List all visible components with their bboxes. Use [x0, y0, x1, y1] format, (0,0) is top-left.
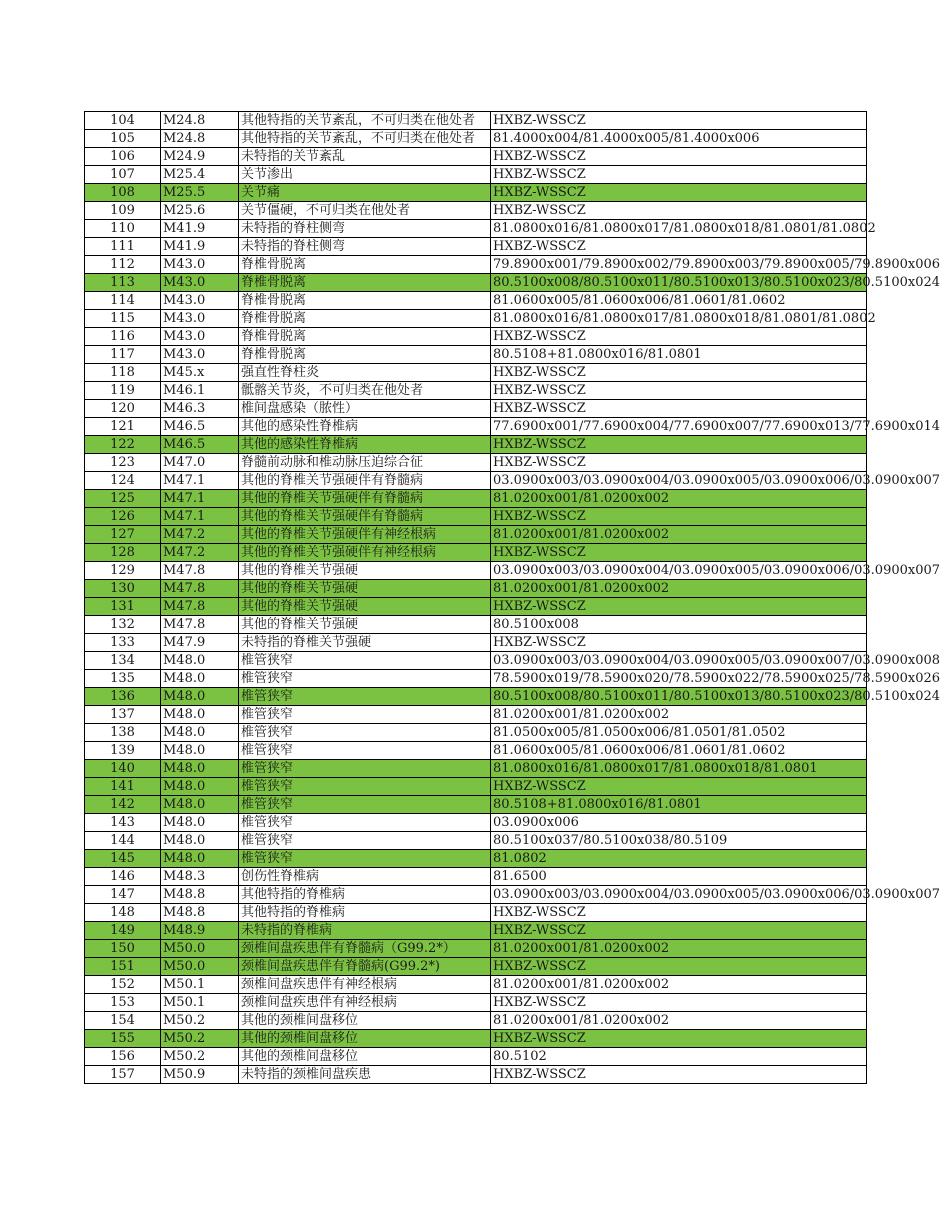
procedure-code-cell[interactable]: HXBZ-WSSCZ: [491, 148, 867, 166]
diagnosis-name-cell[interactable]: 椎管狭窄: [239, 850, 491, 868]
diagnosis-name-cell[interactable]: 其他的脊椎关节强硬伴有脊髓病: [239, 508, 491, 526]
table-row[interactable]: [85, 886, 867, 904]
table-row[interactable]: [85, 778, 867, 796]
table-row[interactable]: [85, 220, 867, 238]
table-row[interactable]: [85, 1066, 867, 1084]
table-row[interactable]: [85, 418, 867, 436]
table-row[interactable]: [85, 832, 867, 850]
table-row[interactable]: [85, 652, 867, 670]
procedure-code-cell[interactable]: 81.0200x001/81.0200x002: [491, 940, 867, 958]
table-row[interactable]: [85, 850, 867, 868]
row-number-cell[interactable]: 113: [85, 274, 161, 292]
diagnosis-code-cell[interactable]: M47.8: [161, 616, 239, 634]
procedure-code-cell[interactable]: HXBZ-WSSCZ: [491, 400, 867, 418]
diagnosis-name-cell[interactable]: 其他的颈椎间盘移位: [239, 1030, 491, 1048]
diagnosis-name-cell[interactable]: 脊椎骨脱离: [239, 310, 491, 328]
table-row[interactable]: [85, 562, 867, 580]
procedure-code-cell[interactable]: 78.5900x019/78.5900x020/78.5900x022/78.5900x025/78.5900x026: [491, 670, 867, 688]
procedure-code-cell[interactable]: 03.0900x003/03.0900x004/03.0900x005/03.0900x006/03.0900x007: [491, 562, 867, 580]
row-number-cell[interactable]: 141: [85, 778, 161, 796]
row-number-cell[interactable]: 153: [85, 994, 161, 1012]
diagnosis-code-cell[interactable]: M46.5: [161, 418, 239, 436]
row-number-cell[interactable]: 133: [85, 634, 161, 652]
diagnosis-name-cell[interactable]: 脊髓前动脉和椎动脉压迫综合征: [239, 454, 491, 472]
procedure-code-cell[interactable]: 81.0600x005/81.0600x006/81.0601/81.0602: [491, 292, 867, 310]
table-row[interactable]: [85, 796, 867, 814]
diagnosis-code-cell[interactable]: M47.2: [161, 526, 239, 544]
table-row[interactable]: [85, 274, 867, 292]
procedure-code-cell[interactable]: HXBZ-WSSCZ: [491, 544, 867, 562]
diagnosis-code-cell[interactable]: M24.9: [161, 148, 239, 166]
diagnosis-name-cell[interactable]: 椎管狭窄: [239, 688, 491, 706]
diagnosis-name-cell[interactable]: 未特指的脊椎关节强硬: [239, 634, 491, 652]
diagnosis-code-cell[interactable]: M43.0: [161, 346, 239, 364]
procedure-code-cell[interactable]: 03.0900x003/03.0900x004/03.0900x005/03.0900x007/03.0900x008: [491, 652, 867, 670]
table-row[interactable]: [85, 904, 867, 922]
procedure-code-cell[interactable]: 81.0800x016/81.0800x017/81.0800x018/81.0801: [491, 760, 867, 778]
table-row[interactable]: [85, 706, 867, 724]
diagnosis-name-cell[interactable]: 未特指的脊柱侧弯: [239, 238, 491, 256]
table-row[interactable]: [85, 958, 867, 976]
diagnosis-code-cell[interactable]: M43.0: [161, 328, 239, 346]
diagnosis-name-cell[interactable]: 关节僵硬，不可归类在他处者: [239, 202, 491, 220]
table-row[interactable]: [85, 490, 867, 508]
row-number-cell[interactable]: 129: [85, 562, 161, 580]
diagnosis-code-cell[interactable]: M48.0: [161, 850, 239, 868]
row-number-cell[interactable]: 115: [85, 310, 161, 328]
row-number-cell[interactable]: 110: [85, 220, 161, 238]
diagnosis-name-cell[interactable]: 脊椎骨脱离: [239, 328, 491, 346]
diagnosis-code-cell[interactable]: M47.8: [161, 580, 239, 598]
table-row[interactable]: [85, 382, 867, 400]
diagnosis-code-cell[interactable]: M43.0: [161, 274, 239, 292]
row-number-cell[interactable]: 154: [85, 1012, 161, 1030]
procedure-code-cell[interactable]: HXBZ-WSSCZ: [491, 922, 867, 940]
diagnosis-name-cell[interactable]: 椎管狭窄: [239, 652, 491, 670]
diagnosis-name-cell[interactable]: 其他的脊椎关节强硬伴有脊髓病: [239, 490, 491, 508]
procedure-code-cell[interactable]: 81.6500: [491, 868, 867, 886]
diagnosis-code-cell[interactable]: M50.2: [161, 1048, 239, 1066]
procedure-code-cell[interactable]: HXBZ-WSSCZ: [491, 238, 867, 256]
row-number-cell[interactable]: 118: [85, 364, 161, 382]
diagnosis-code-cell[interactable]: M43.0: [161, 310, 239, 328]
row-number-cell[interactable]: 124: [85, 472, 161, 490]
row-number-cell[interactable]: 108: [85, 184, 161, 202]
diagnosis-name-cell[interactable]: 椎管狭窄: [239, 814, 491, 832]
row-number-cell[interactable]: 132: [85, 616, 161, 634]
diagnosis-code-cell[interactable]: M47.8: [161, 562, 239, 580]
diagnosis-name-cell[interactable]: 其他的脊椎关节强硬: [239, 598, 491, 616]
row-number-cell[interactable]: 155: [85, 1030, 161, 1048]
diagnosis-name-cell[interactable]: 其他的颈椎间盘移位: [239, 1012, 491, 1030]
diagnosis-name-cell[interactable]: 其他的脊椎关节强硬伴有神经根病: [239, 526, 491, 544]
diagnosis-code-cell[interactable]: M48.0: [161, 814, 239, 832]
diagnosis-code-cell[interactable]: M48.0: [161, 652, 239, 670]
row-number-cell[interactable]: 109: [85, 202, 161, 220]
table-row[interactable]: [85, 400, 867, 418]
diagnosis-name-cell[interactable]: 关节渗出: [239, 166, 491, 184]
diagnosis-code-cell[interactable]: M48.8: [161, 886, 239, 904]
table-row[interactable]: [85, 310, 867, 328]
diagnosis-code-cell[interactable]: M47.9: [161, 634, 239, 652]
diagnosis-code-cell[interactable]: M47.1: [161, 472, 239, 490]
table-row[interactable]: [85, 814, 867, 832]
diagnosis-name-cell[interactable]: 颈椎间盘疾患伴有神经根病: [239, 994, 491, 1012]
procedure-code-cell[interactable]: 81.0500x005/81.0500x006/81.0501/81.0502: [491, 724, 867, 742]
diagnosis-code-cell[interactable]: M47.2: [161, 544, 239, 562]
procedure-code-cell[interactable]: HXBZ-WSSCZ: [491, 994, 867, 1012]
diagnosis-code-cell[interactable]: M48.0: [161, 760, 239, 778]
diagnosis-code-cell[interactable]: M48.8: [161, 904, 239, 922]
procedure-code-cell[interactable]: 81.0200x001/81.0200x002: [491, 976, 867, 994]
row-number-cell[interactable]: 137: [85, 706, 161, 724]
table-row[interactable]: [85, 742, 867, 760]
diagnosis-name-cell[interactable]: 未特指的脊椎病: [239, 922, 491, 940]
row-number-cell[interactable]: 138: [85, 724, 161, 742]
row-number-cell[interactable]: 112: [85, 256, 161, 274]
table-row[interactable]: [85, 670, 867, 688]
diagnosis-code-cell[interactable]: M50.0: [161, 940, 239, 958]
table-row[interactable]: [85, 346, 867, 364]
table-row[interactable]: [85, 994, 867, 1012]
diagnosis-code-cell[interactable]: M24.8: [161, 130, 239, 148]
diagnosis-code-cell[interactable]: M43.0: [161, 292, 239, 310]
procedure-code-cell[interactable]: 80.5102: [491, 1048, 867, 1066]
procedure-code-cell[interactable]: HXBZ-WSSCZ: [491, 202, 867, 220]
row-number-cell[interactable]: 157: [85, 1066, 161, 1084]
diagnosis-code-cell[interactable]: M48.0: [161, 796, 239, 814]
diagnosis-name-cell[interactable]: 脊椎骨脱离: [239, 256, 491, 274]
diagnosis-code-cell[interactable]: M43.0: [161, 256, 239, 274]
procedure-code-cell[interactable]: 81.0800x016/81.0800x017/81.0800x018/81.0801/81.0802: [491, 220, 867, 238]
table-row[interactable]: [85, 508, 867, 526]
procedure-code-cell[interactable]: HXBZ-WSSCZ: [491, 382, 867, 400]
table-row[interactable]: [85, 112, 867, 130]
diagnosis-name-cell[interactable]: 未特指的关节紊乱: [239, 148, 491, 166]
row-number-cell[interactable]: 116: [85, 328, 161, 346]
diagnosis-name-cell[interactable]: 其他特指的脊椎病: [239, 886, 491, 904]
diagnosis-code-cell[interactable]: M46.3: [161, 400, 239, 418]
procedure-code-cell[interactable]: HXBZ-WSSCZ: [491, 454, 867, 472]
procedure-code-cell[interactable]: 81.0600x005/81.0600x006/81.0601/81.0602: [491, 742, 867, 760]
table-row[interactable]: [85, 328, 867, 346]
table-row[interactable]: [85, 292, 867, 310]
table-row[interactable]: [85, 1012, 867, 1030]
diagnosis-name-cell[interactable]: 其他的感染性脊椎病: [239, 436, 491, 454]
table-row[interactable]: [85, 256, 867, 274]
diagnosis-name-cell[interactable]: 椎管狭窄: [239, 832, 491, 850]
table-row[interactable]: [85, 544, 867, 562]
diagnosis-name-cell[interactable]: 椎管狭窄: [239, 670, 491, 688]
procedure-code-cell[interactable]: HXBZ-WSSCZ: [491, 598, 867, 616]
diagnosis-name-cell[interactable]: 颈椎间盘疾患伴有神经根病: [239, 976, 491, 994]
procedure-code-cell[interactable]: 81.0200x001/81.0200x002: [491, 526, 867, 544]
row-number-cell[interactable]: 143: [85, 814, 161, 832]
row-number-cell[interactable]: 150: [85, 940, 161, 958]
diagnosis-name-cell[interactable]: 椎间盘感染（脓性）: [239, 400, 491, 418]
procedure-code-cell[interactable]: 03.0900x003/03.0900x004/03.0900x005/03.0900x006/03.0900x007: [491, 472, 867, 490]
diagnosis-name-cell[interactable]: 脊椎骨脱离: [239, 346, 491, 364]
row-number-cell[interactable]: 140: [85, 760, 161, 778]
row-number-cell[interactable]: 145: [85, 850, 161, 868]
diagnosis-name-cell[interactable]: 未特指的脊柱侧弯: [239, 220, 491, 238]
row-number-cell[interactable]: 142: [85, 796, 161, 814]
table-row[interactable]: [85, 598, 867, 616]
row-number-cell[interactable]: 117: [85, 346, 161, 364]
row-number-cell[interactable]: 139: [85, 742, 161, 760]
diagnosis-name-cell[interactable]: 椎管狭窄: [239, 760, 491, 778]
diagnosis-name-cell[interactable]: 创伤性脊椎病: [239, 868, 491, 886]
diagnosis-code-cell[interactable]: M48.3: [161, 868, 239, 886]
diagnosis-name-cell[interactable]: 椎管狭窄: [239, 796, 491, 814]
spreadsheet-table: [84, 111, 941, 1084]
diagnosis-name-cell[interactable]: 其他的脊椎关节强硬: [239, 616, 491, 634]
diagnosis-name-cell[interactable]: 脊椎骨脱离: [239, 274, 491, 292]
table-row[interactable]: [85, 688, 867, 706]
diagnosis-code-cell[interactable]: M47.1: [161, 508, 239, 526]
row-number-cell[interactable]: 130: [85, 580, 161, 598]
procedure-code-cell[interactable]: HXBZ-WSSCZ: [491, 1066, 867, 1084]
diagnosis-code-cell[interactable]: M48.0: [161, 832, 239, 850]
diagnosis-code-cell[interactable]: M25.5: [161, 184, 239, 202]
procedure-code-cell[interactable]: 03.0900x006: [491, 814, 867, 832]
row-number-cell[interactable]: 114: [85, 292, 161, 310]
row-number-cell[interactable]: 127: [85, 526, 161, 544]
diagnosis-name-cell[interactable]: 其他的颈椎间盘移位: [239, 1048, 491, 1066]
row-number-cell[interactable]: 134: [85, 652, 161, 670]
procedure-code-cell[interactable]: 81.4000x004/81.4000x005/81.4000x006: [491, 130, 867, 148]
procedure-code-cell[interactable]: 79.8900x001/79.8900x002/79.8900x003/79.8900x005/79.8900x006: [491, 256, 867, 274]
procedure-code-cell[interactable]: 80.5100x037/80.5100x038/80.5109: [491, 832, 867, 850]
diagnosis-code-cell[interactable]: M48.0: [161, 670, 239, 688]
procedure-code-cell[interactable]: HXBZ-WSSCZ: [491, 166, 867, 184]
procedure-code-cell[interactable]: 80.5100x008/80.5100x011/80.5100x013/80.5100x023/80.5100x024: [491, 274, 867, 292]
table-row[interactable]: [85, 166, 867, 184]
table-row[interactable]: [85, 634, 867, 652]
procedure-code-cell[interactable]: 81.0800x016/81.0800x017/81.0800x018/81.0801/81.0802: [491, 310, 867, 328]
table-row[interactable]: [85, 148, 867, 166]
procedure-code-cell[interactable]: HXBZ-WSSCZ: [491, 778, 867, 796]
diagnosis-name-cell[interactable]: 其他的脊椎关节强硬: [239, 562, 491, 580]
procedure-code-cell[interactable]: 80.5100x008: [491, 616, 867, 634]
procedure-code-cell[interactable]: HXBZ-WSSCZ: [491, 904, 867, 922]
diagnosis-name-cell[interactable]: 其他的感染性脊椎病: [239, 418, 491, 436]
table-row[interactable]: [85, 1030, 867, 1048]
table-row[interactable]: [85, 364, 867, 382]
diagnosis-code-cell[interactable]: M41.9: [161, 220, 239, 238]
diagnosis-code-cell[interactable]: M45.x: [161, 364, 239, 382]
diagnosis-name-cell[interactable]: 未特指的颈椎间盘疾患: [239, 1066, 491, 1084]
procedure-code-cell[interactable]: HXBZ-WSSCZ: [491, 364, 867, 382]
procedure-code-cell[interactable]: 81.0200x001/81.0200x002: [491, 706, 867, 724]
diagnosis-code-cell[interactable]: M48.0: [161, 706, 239, 724]
diagnosis-name-cell[interactable]: 其他特指的关节紊乱，不可归类在他处者: [239, 112, 491, 130]
table-row[interactable]: [85, 580, 867, 598]
diagnosis-code-cell[interactable]: M48.0: [161, 742, 239, 760]
row-number-cell[interactable]: 120: [85, 400, 161, 418]
diagnosis-code-cell[interactable]: M47.1: [161, 490, 239, 508]
diagnosis-name-cell[interactable]: 颈椎间盘疾患伴有脊髓病（G99.2*）: [239, 940, 491, 958]
diagnosis-name-cell[interactable]: 椎管狭窄: [239, 724, 491, 742]
procedure-code-cell[interactable]: 77.6900x001/77.6900x004/77.6900x007/77.6900x013/77.6900x014: [491, 418, 867, 436]
row-number-cell[interactable]: 125: [85, 490, 161, 508]
procedure-code-cell[interactable]: 03.0900x003/03.0900x004/03.0900x005/03.0900x006/03.0900x007: [491, 886, 867, 904]
row-number-cell[interactable]: 131: [85, 598, 161, 616]
procedure-code-cell[interactable]: HXBZ-WSSCZ: [491, 112, 867, 130]
row-number-cell[interactable]: 148: [85, 904, 161, 922]
row-number-cell[interactable]: 106: [85, 148, 161, 166]
diagnosis-name-cell[interactable]: 椎管狭窄: [239, 742, 491, 760]
diagnosis-code-cell[interactable]: M46.5: [161, 436, 239, 454]
diagnosis-code-cell[interactable]: M47.8: [161, 598, 239, 616]
row-number-cell[interactable]: 121: [85, 418, 161, 436]
table-row[interactable]: [85, 940, 867, 958]
row-number-cell[interactable]: 144: [85, 832, 161, 850]
table-row[interactable]: [85, 454, 867, 472]
diagnosis-name-cell[interactable]: 其他的脊椎关节强硬伴有脊髓病: [239, 472, 491, 490]
row-number-cell[interactable]: 156: [85, 1048, 161, 1066]
procedure-code-cell[interactable]: 80.5108+81.0800x016/81.0801: [491, 346, 867, 364]
table-row[interactable]: [85, 472, 867, 490]
diagnosis-code-cell[interactable]: M50.1: [161, 994, 239, 1012]
procedure-code-cell[interactable]: HXBZ-WSSCZ: [491, 436, 867, 454]
diagnosis-code-cell[interactable]: M48.9: [161, 922, 239, 940]
diagnosis-code-cell[interactable]: M50.2: [161, 1030, 239, 1048]
diagnosis-name-cell[interactable]: 椎管狭窄: [239, 706, 491, 724]
diagnosis-code-cell[interactable]: M47.0: [161, 454, 239, 472]
row-number-cell[interactable]: 123: [85, 454, 161, 472]
table-row[interactable]: [85, 616, 867, 634]
row-number-cell[interactable]: 107: [85, 166, 161, 184]
table-row[interactable]: [85, 724, 867, 742]
row-number-cell[interactable]: 152: [85, 976, 161, 994]
row-number-cell[interactable]: 128: [85, 544, 161, 562]
row-number-cell[interactable]: 119: [85, 382, 161, 400]
table-row[interactable]: [85, 526, 867, 544]
diagnosis-code-cell[interactable]: M48.0: [161, 778, 239, 796]
diagnosis-code-cell[interactable]: M50.2: [161, 1012, 239, 1030]
procedure-code-cell[interactable]: 81.0200x001/81.0200x002: [491, 580, 867, 598]
table-row[interactable]: [85, 238, 867, 256]
table-row[interactable]: [85, 184, 867, 202]
diagnosis-name-cell[interactable]: 其他的脊椎关节强硬: [239, 580, 491, 598]
diagnosis-name-cell[interactable]: 颈椎间盘疾患伴有脊髓病(G99.2*): [239, 958, 491, 976]
procedure-code-cell[interactable]: HXBZ-WSSCZ: [491, 184, 867, 202]
procedure-code-cell[interactable]: 80.5100x008/80.5100x011/80.5100x013/80.5100x023/80.5100x024: [491, 688, 867, 706]
diagnosis-name-cell[interactable]: 其他的脊椎关节强硬伴有神经根病: [239, 544, 491, 562]
diagnosis-code-cell[interactable]: M25.6: [161, 202, 239, 220]
procedure-code-cell[interactable]: 81.0200x001/81.0200x002: [491, 490, 867, 508]
row-number-cell[interactable]: 104: [85, 112, 161, 130]
table-row[interactable]: [85, 436, 867, 454]
table-row[interactable]: [85, 868, 867, 886]
diagnosis-name-cell[interactable]: 其他特指的关节紊乱，不可归类在他处者: [239, 130, 491, 148]
procedure-code-cell[interactable]: HXBZ-WSSCZ: [491, 634, 867, 652]
table-row[interactable]: [85, 760, 867, 778]
table-row[interactable]: [85, 130, 867, 148]
row-number-cell[interactable]: 149: [85, 922, 161, 940]
row-number-cell[interactable]: 151: [85, 958, 161, 976]
procedure-code-cell[interactable]: 80.5108+81.0800x016/81.0801: [491, 796, 867, 814]
procedure-code-cell[interactable]: HXBZ-WSSCZ: [491, 1030, 867, 1048]
table-row[interactable]: [85, 976, 867, 994]
row-number-cell[interactable]: 136: [85, 688, 161, 706]
row-number-cell[interactable]: 146: [85, 868, 161, 886]
diagnosis-code-cell[interactable]: M48.0: [161, 688, 239, 706]
diagnosis-name-cell[interactable]: 骶髂关节炎，不可归类在他处者: [239, 382, 491, 400]
row-number-cell[interactable]: 147: [85, 886, 161, 904]
diagnosis-name-cell[interactable]: 脊椎骨脱离: [239, 292, 491, 310]
row-number-cell[interactable]: 135: [85, 670, 161, 688]
procedure-code-cell[interactable]: HXBZ-WSSCZ: [491, 508, 867, 526]
row-number-cell[interactable]: 122: [85, 436, 161, 454]
diagnosis-code-cell[interactable]: M41.9: [161, 238, 239, 256]
diagnosis-code-cell[interactable]: M24.8: [161, 112, 239, 130]
diagnosis-name-cell[interactable]: 强直性脊柱炎: [239, 364, 491, 382]
row-number-cell[interactable]: 126: [85, 508, 161, 526]
diagnosis-code-cell[interactable]: M46.1: [161, 382, 239, 400]
row-number-cell[interactable]: 105: [85, 130, 161, 148]
diagnosis-code-cell[interactable]: M50.9: [161, 1066, 239, 1084]
procedure-code-cell[interactable]: 81.0802: [491, 850, 867, 868]
diagnosis-code-cell[interactable]: M48.0: [161, 724, 239, 742]
procedure-code-cell[interactable]: 81.0200x001/81.0200x002: [491, 1012, 867, 1030]
table-row[interactable]: [85, 922, 867, 940]
diagnosis-name-cell[interactable]: 关节痛: [239, 184, 491, 202]
table-row[interactable]: [85, 202, 867, 220]
diagnosis-code-cell[interactable]: M50.0: [161, 958, 239, 976]
row-number-cell[interactable]: 111: [85, 238, 161, 256]
diagnosis-code-cell[interactable]: M25.4: [161, 166, 239, 184]
diagnosis-code-cell[interactable]: M50.1: [161, 976, 239, 994]
procedure-code-cell[interactable]: HXBZ-WSSCZ: [491, 328, 867, 346]
table-body: [85, 112, 941, 1084]
diagnosis-name-cell[interactable]: 其他特指的脊椎病: [239, 904, 491, 922]
procedure-code-cell[interactable]: HXBZ-WSSCZ: [491, 958, 867, 976]
table-row[interactable]: [85, 1048, 867, 1066]
diagnosis-name-cell[interactable]: 椎管狭窄: [239, 778, 491, 796]
